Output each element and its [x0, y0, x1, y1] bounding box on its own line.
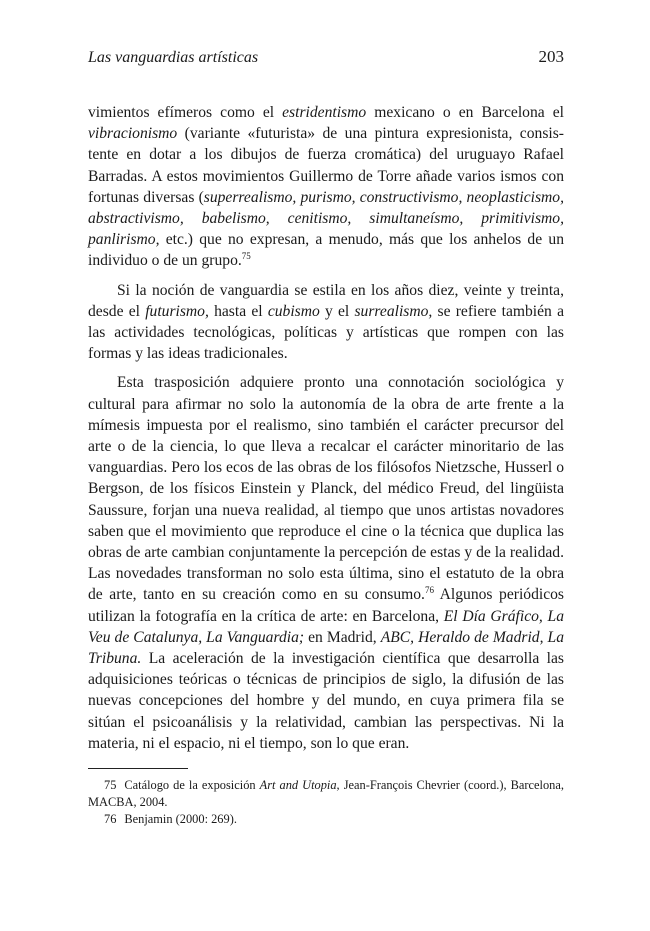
text-run: Si la noción de vanguardia se estila en los años diez, veinte y treinta, desde el — [88, 281, 564, 320]
footnote-reference: 76 — [424, 585, 434, 596]
italic-term: cubismo — [267, 302, 320, 320]
italic-term: El Día Gráfico, La Veu de Catalunya, La Vanguardia; — [88, 607, 564, 646]
italic-term: ABC, Heraldo de Madrid, La Tribuna. — [88, 628, 564, 668]
text-run: La aceleración de la investigación científica que desarrolla las adquisiciones teóricas o técnicas de principios de siglo, la difusión de las nuevas concepciones del hombre y del mundo, en cuya primera fila se sitúan el psicoanálisis y la relatividad, cambian las perspectivas. Ni la materia, ni el espacio, ni el tiempo, son lo que eran. — [88, 650, 564, 752]
text-run: vimientos efímeros como el — [88, 104, 283, 121]
text-run: (variante «futurista» de una pintura expresionista, consistente en dotar a los dibujos de fuerza cromática) del uruguayo Rafael Barradas. A estos movimientos Guillermo de Torre añade varios ismos con fortunas diversas ( — [88, 125, 564, 206]
footnote-number: 76 — [104, 812, 117, 826]
text-run: mexicano o en Barcelona el — [366, 104, 564, 121]
text-run: y el — [319, 302, 355, 320]
text-run: en Madrid, — [304, 628, 381, 646]
paragraph-3 — [88, 372, 564, 754]
text-run: Algunos periódicos utilizan la fotografía en la crítica de arte: en Barcelona, — [88, 586, 564, 625]
text-run: Jean-François Chevrier (coord.), Barcelona, MACBA, 2004. — [88, 778, 564, 809]
text-run: Esta trasposición adquiere pronto una connotación sociológica y cultural para afirmar no solo la autonomía de la obra de arte frente a la mímesis impuesta por el realismo, sino también el carácter precursor del arte o de la ciencia, lo que lleva a recalcar el carácter minoritario de las vanguardias. Pero los ecos de las obras de los filósofos Nietzsche, Husserl o Bergson, de los físicos Einstein y Planck, del médico Freud, del lingüista Saussure, forjan una nueva realidad, al tiempo que unos artistas novadores saben que el movimiento que reproduce el cine o la técnica que duplica las obras de arte cambian conjuntamente la percepción de estas y de la realidad. Las novedades transforman no solo esta última, sino el estatuto de la obra de arte, tanto en su creación como en su consumo. — [88, 374, 564, 604]
italic-term: vibracionismo — [88, 125, 178, 143]
text-run: etc.) que no expresan, a menudo, más que los anhelos de un individuo o de un grupo. — [88, 231, 564, 270]
running-title: Las vanguardias artísticas — [88, 49, 259, 66]
footnote-divider — [88, 768, 188, 769]
text-run: Catálogo de la exposición — [124, 778, 260, 792]
running-header — [88, 47, 564, 71]
footnote-75 — [88, 777, 564, 811]
paragraph-1 — [88, 102, 564, 272]
paragraph-2 — [88, 280, 564, 365]
footnote-reference: 75 — [241, 251, 251, 262]
italic-term: superrealismo, purismo, constructivismo, neoplasticismo, abstractivismo, babelismo, cenitismo, simultaneísmo, primitivismo, panlirismo, — [88, 188, 564, 249]
italic-term: futurismo, — [145, 302, 209, 320]
text-run: se refiere también a las actividades tecnológicas, políticas y artísticas que rompen con las formas y las ideas tradicionales. — [88, 302, 564, 363]
italic-term: estridentismo — [282, 104, 367, 121]
page-number: 203 — [538, 47, 564, 66]
text-run: hasta el — [208, 302, 268, 320]
body-text — [88, 102, 564, 762]
footnotes — [88, 777, 564, 828]
footnote-76 — [88, 811, 564, 828]
footnote-number: 75 — [104, 778, 117, 792]
text-run: Benjamin (2000: 269). — [124, 812, 237, 826]
italic-term: surrealismo, — [354, 302, 433, 320]
italic-title: Art and Utopia, — [259, 778, 340, 792]
